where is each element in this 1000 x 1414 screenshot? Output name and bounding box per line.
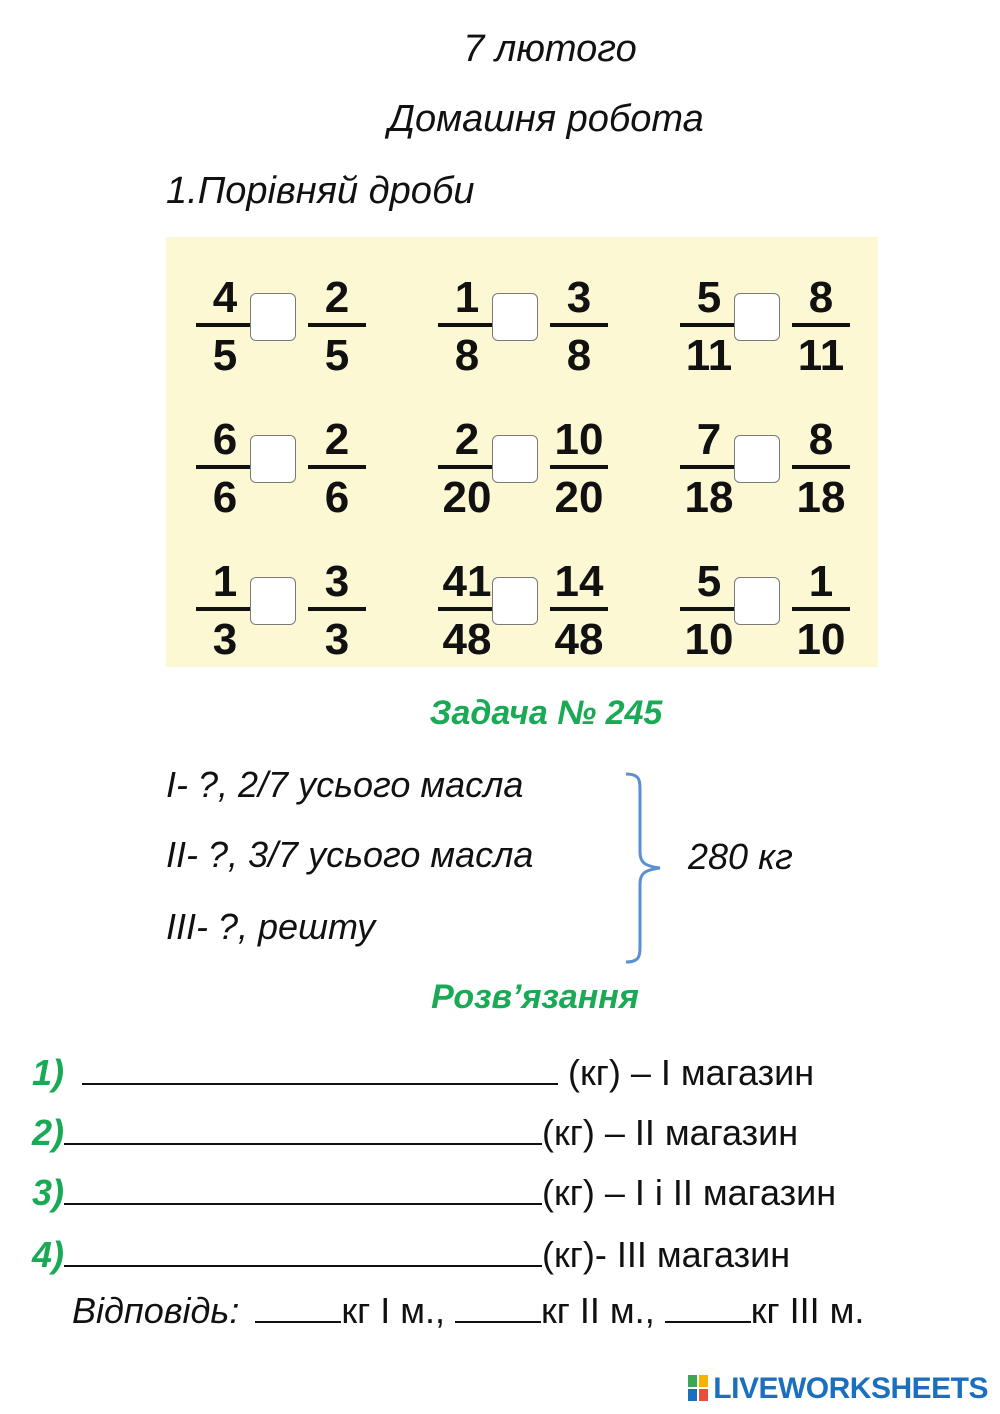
numerator: 2 (324, 273, 350, 322)
fractions-panel (166, 237, 878, 667)
step-label: (кг) – ІІ магазин (542, 1112, 799, 1153)
total-mass: 280 кг (688, 836, 793, 877)
fraction-pair (190, 275, 410, 395)
fraction-bar (550, 465, 608, 469)
numerator: 1 (454, 273, 480, 322)
compare-answer-box[interactable] (492, 293, 538, 341)
denominator: 5 (212, 331, 238, 380)
answer-blank-2[interactable] (455, 1291, 541, 1323)
numerator: 2 (324, 415, 350, 464)
condition-line-3: ІІІ- ?, решту (166, 906, 376, 947)
answer-unit-2: кг ІІ м., (541, 1290, 665, 1331)
fraction-pair (432, 417, 652, 537)
step-number: 2) (32, 1112, 65, 1153)
fraction-right (302, 417, 372, 521)
fraction-pair (674, 275, 894, 395)
step-number: 4) (32, 1234, 65, 1275)
numerator: 5 (696, 557, 722, 606)
logo-text: LIVEWORKSHEETS (713, 1372, 988, 1405)
solution-step-1 (32, 1052, 814, 1094)
denominator: 18 (684, 473, 734, 522)
fraction-bar (196, 323, 254, 327)
fraction-right (544, 275, 614, 379)
curly-brace-icon (622, 772, 666, 964)
step-number: 1) (32, 1052, 65, 1093)
compare-answer-box[interactable] (492, 435, 538, 483)
numerator: 14 (554, 557, 604, 606)
answer-blank-3[interactable] (665, 1291, 751, 1323)
fraction-bar (308, 465, 366, 469)
solution-step-2 (32, 1112, 798, 1154)
denominator: 3 (212, 615, 238, 664)
fraction-right (544, 417, 614, 521)
numerator: 2 (454, 415, 480, 464)
fraction-pair (190, 559, 410, 679)
denominator: 8 (566, 331, 592, 380)
fraction-bar (308, 607, 366, 611)
fraction-right (786, 559, 856, 663)
fraction-bar (196, 607, 254, 611)
numerator: 3 (324, 557, 350, 606)
denominator: 48 (442, 615, 492, 664)
compare-answer-box[interactable] (250, 293, 296, 341)
fraction-bar (550, 607, 608, 611)
step-label: (кг) – І і ІІ магазин (542, 1172, 837, 1213)
numerator: 8 (808, 415, 834, 464)
solution-title: Розв’язання (431, 978, 639, 1016)
compare-answer-box[interactable] (734, 577, 780, 625)
answer-blank[interactable] (64, 1113, 542, 1145)
step-label: (кг) – І магазин (558, 1052, 815, 1093)
denominator: 8 (454, 331, 480, 380)
fraction-bar (308, 323, 366, 327)
fraction-pair (432, 275, 652, 395)
numerator: 8 (808, 273, 834, 322)
answer-unit-1: кг І м., (341, 1290, 456, 1331)
numerator: 4 (212, 273, 238, 322)
fraction-right (302, 275, 372, 379)
denominator: 6 (212, 473, 238, 522)
solution-step-3 (32, 1172, 836, 1214)
fraction-right (544, 559, 614, 663)
denominator: 18 (796, 473, 846, 522)
fraction-bar (792, 323, 850, 327)
denominator: 5 (324, 331, 350, 380)
task1-label: 1.Порівняй дроби (166, 170, 475, 212)
denominator: 20 (442, 473, 492, 522)
fraction-pair (674, 417, 894, 537)
numerator: 1 (212, 557, 238, 606)
numerator: 3 (566, 273, 592, 322)
numerator: 41 (442, 557, 492, 606)
fraction-right (302, 559, 372, 663)
fraction-bar (438, 465, 496, 469)
fraction-bar (680, 465, 738, 469)
numerator: 1 (808, 557, 834, 606)
condition-line-2: ІІ- ?, 3/7 усього масла (166, 834, 534, 875)
denominator: 48 (554, 615, 604, 664)
homework-title: Домашня робота (388, 98, 704, 140)
date-heading: 7 лютого (463, 28, 637, 70)
denominator: 3 (324, 615, 350, 664)
numerator: 5 (696, 273, 722, 322)
compare-answer-box[interactable] (492, 577, 538, 625)
denominator: 20 (554, 473, 604, 522)
denominator: 11 (685, 331, 733, 380)
compare-answer-box[interactable] (734, 435, 780, 483)
condition-line-1: І- ?, 2/7 усього масла (166, 764, 524, 805)
compare-answer-box[interactable] (734, 293, 780, 341)
answer-blank[interactable] (82, 1053, 558, 1085)
denominator: 11 (797, 331, 845, 380)
denominator: 6 (324, 473, 350, 522)
logo-icon (688, 1375, 710, 1403)
fraction-bar (438, 607, 496, 611)
denominator: 10 (684, 615, 734, 664)
fraction-bar (792, 607, 850, 611)
fraction-bar (680, 607, 738, 611)
compare-answer-box[interactable] (250, 577, 296, 625)
answer-blank[interactable] (64, 1173, 542, 1205)
fraction-right (786, 417, 856, 521)
numerator: 7 (696, 415, 722, 464)
answer-blank[interactable] (64, 1235, 542, 1267)
answer-unit-3: кг ІІІ м. (750, 1290, 865, 1331)
fraction-bar (680, 323, 738, 327)
fraction-pair (674, 559, 894, 679)
fraction-right (786, 275, 856, 379)
step-label: (кг)- ІІІ магазин (542, 1234, 791, 1275)
problem-title: Задача № 245 (429, 694, 663, 732)
step-number: 3) (32, 1172, 65, 1213)
fraction-bar (550, 323, 608, 327)
fraction-bar (438, 323, 496, 327)
compare-answer-box[interactable] (250, 435, 296, 483)
answer-line (72, 1290, 864, 1332)
fraction-pair (190, 417, 410, 537)
answer-blank-1[interactable] (255, 1291, 341, 1323)
numerator: 10 (554, 415, 604, 464)
fraction-bar (792, 465, 850, 469)
answer-label: Відповідь: (72, 1290, 240, 1331)
fraction-bar (196, 465, 254, 469)
solution-step-4 (32, 1234, 790, 1276)
fraction-pair (432, 559, 652, 679)
numerator: 6 (212, 415, 238, 464)
denominator: 10 (796, 615, 846, 664)
liveworksheets-logo (688, 1372, 988, 1406)
